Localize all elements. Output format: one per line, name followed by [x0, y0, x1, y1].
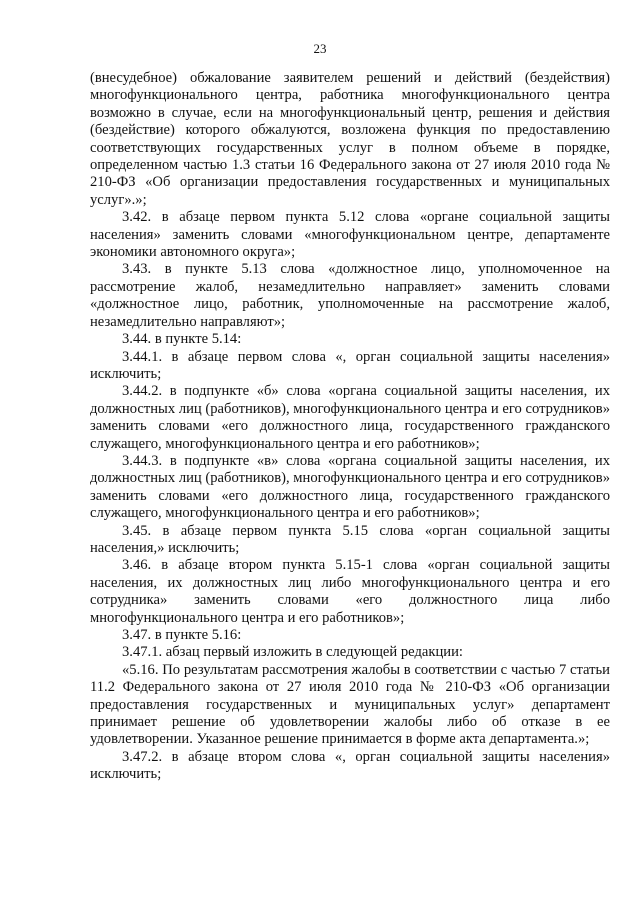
paragraph-3-45: 3.45. в абзаце первом пункта 5.15 слова «орган социальной защиты населения,» исключить; [90, 522, 610, 556]
page-number: 23 [313, 41, 327, 56]
paragraph-3-46: 3.46. в абзаце втором пункта 5.15-1 слова «орган социальной защиты населения, их должностных лиц либо многофункционального центра и его сотрудника» заменить словами «его должностного лица либо многофункционального центра и его работников»; [90, 557, 610, 626]
paragraph-3-44-3: 3.44.3. в подпункте «в» слова «органа социальной защиты населения, их должностных лиц (работников), многофункционального центра и его сотрудников» заменить словами «его должностного лица, государственного гражданского служащего, многофункционального центра и его работников»; [90, 452, 610, 522]
paragraph-3-47-2: 3.47.2. в абзаце втором слова «, орган социальной защиты населения» исключить; [90, 748, 610, 783]
paragraph-3-47-1: 3.47.1. абзац первый изложить в следующей редакции: [122, 644, 463, 661]
paragraph-3-43: 3.43. в пункте 5.13 слова «должностное лицо, уполномоченное на рассмотрение жалоб, незамедлительно направляет» заменить словами «должностное лицо, работник, уполномоченные на рассмотрение жалоб, незамедлительно направляют»; [90, 261, 610, 330]
paragraph-continuation: (внесудебное) обжалование заявителем решений и действий (бездействия) многофункционального центра, работника многофункционального центра возможно в случае, если на многофункциональный центр, решения и действия (бездействие) которого обжалуются, возложена функция по предоставлению соответствующих государственных услуг в полном объеме в порядке, определенном частью 1.3 статьи 16 Федерального закона от 27 июля 2010 года № 210-ФЗ «Об организации предоставления государственных и муниципальных услуг».»; [90, 70, 610, 208]
paragraph-3-44-2: 3.44.2. в подпункте «б» слова «органа социальной защиты населения, их должностных лиц (работников), многофункционального центра и его сотрудников» заменить словами «его должностного лица, государственного гражданского служащего, многофункционального центра и его работников»; [90, 383, 610, 452]
paragraph-3-47: 3.47. в пункте 5.16: [122, 627, 242, 643]
paragraph-5-16-quote: «5.16. По результатам рассмотрения жалобы в соответствии с частью 7 статьи 11.2 Федерального закона от 27 июля 2010 года № 210-ФЗ «Об организации предоставления государственных и муниципальных услуг» департамент принимает решение об удовлетворении жалобы либо об отказе в ее удовлетворении. Указанное решение принимается в форме акта департамента.»; [90, 661, 610, 748]
paragraph-3-42: 3.42. в абзаце первом пункта 5.12 слова «органе социальной защиты населения» заменить словами «многофункциональном центре, департаменте экономики автономного округа»; [90, 209, 610, 261]
paragraph-3-44: 3.44. в пункте 5.14: [122, 331, 242, 348]
paragraph-3-44-1: 3.44.1. в абзаце первом слова «, орган социальной защиты населения» исключить; [90, 348, 610, 382]
document-body [90, 70, 610, 784]
